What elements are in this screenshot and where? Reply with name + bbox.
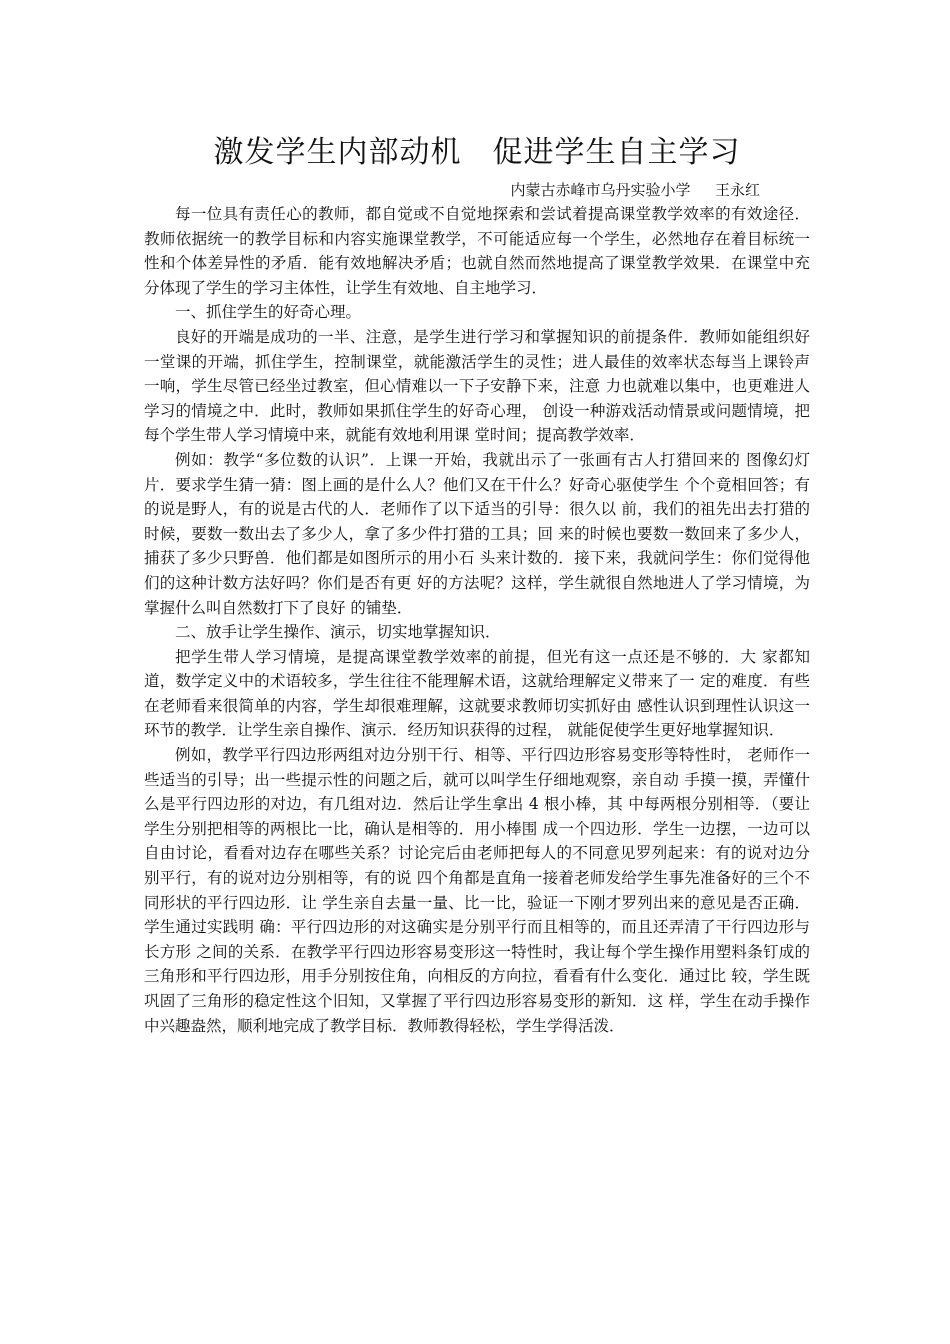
document-body — [144, 202, 810, 1038]
paragraph-section-2: 把学生带人学习情境，是提高课堂教学效率的前提，但光有这一点还是不够的．大 家都知道，数学定义中的术语较多，学生往往不能理解术语，这就给理解定义带来了一 定的难度．有些在老师看来很简单的内容，学生却很难理解，这就要求教师切实抓好由 感性认识到理性认识这一环节的教学．让学生亲自操作、演示．经历知识获得的过程， 就能促使学生更好地掌握知识． — [144, 647, 810, 740]
document-page — [144, 128, 810, 1038]
paragraph-example-2: 例如，教学平行四边形两组对边分别干行、相等、平行四边形容易变形等特性时， 老师作一些适当的引导；出一些提示性的问题之后，就可以叫学生仔细地观察，亲自动 手摸一摸，弄懂什么是平行四边形的对边，有几组对边．然后让学生拿出 4 根小棒，其 中每两根分别相等．（要让学生分别把相等的两根比一比，确认是相等的．用小棒围 成一个四边形．学生一边摆，一边可以自由讨论，看看对边存在哪些关系？讨论完后由老师把每人的不同意见罗列起来：有的说对边分别平行，有的说对边分别相等，有的说 四个角都是直角一接着老师发给学生事先准备好的三个不同形状的平行四边形．让 学生亲自去量一量、比一比，验证一下刚才罗列出来的意见是否正确．学生通过实践明 确：平行四边形的对这确实是分别平行而且相等的，而且还弄清了干行四边形与长方形 之间的关系．在教学平行四边形容易变形这一特性时，我让每个学生操作用塑料条钉成的三角形和平行四边形，用手分别按住角，向相反的方向拉，看看有什么变化．通过比 较，学生既巩固了三角形的稳定性这个旧知，又掌握了平行四边形容易变形的新知．这 样，学生在动手操作中兴趣盎然，顺利地完成了教学目标．教师教得轻松，学生学得活泼． — [144, 746, 810, 1035]
section-heading-1: 一、抓住学生的好奇心理。 — [175, 303, 362, 322]
paragraph-intro: 每一位具有责任心的教师，都自觉或不自觉地探索和尝试着提高课堂教学效率的有效途径．教师依据统一的教学目标和内容实施课堂教学，不可能适应每一个学生，必然地存在着目标统一性和个体差异性的矛盾．能有效地解决矛盾；也就自然而然地提高了课堂教学效果．在课堂中充分体现了学生的学习主体性，让学生有效地、自主地学习． — [144, 205, 810, 297]
section-heading-2: 二、放手让学生操作、演示，切实地掌握知识． — [175, 623, 501, 642]
paragraph-section-1: 良好的开端是成功的一半、注意，是学生进行学习和掌握知识的前提条件．教师如能组织好一堂课的开端，抓住学生，控制课堂，就能激活学生的灵性；进人最佳的效率状态每当上课铃声一响，学生尽管已经坐过教室，但心情难以一下子安静下来，注意 力也就难以集中，也更难进人学习的情境之中．此时，教师如果抓住学生的好奇心理， 创设一种游戏活动情景或问题情境，把每个学生带人学习情境中来，就能有效地利用课 堂时间；提高教学效率． — [144, 327, 810, 445]
document-author: 内蒙古赤峰市乌丹实验小学 王永红 — [510, 181, 760, 199]
paragraph-example-1: 例如：教学“多位数的认识”．上课一开始，我就出示了一张画有古人打猎回来的 图像幻灯片．要求学生猜一猜：图上画的是什么人？他们又在干什么？好奇心驱使学生 个个竟相回答；有的说是野人，有的说是古代的人．老师作了以下适当的引导：很久以 前，我们的祖先出去打猎的时候，要数一数出去了多少人，拿了多少件打猎的工具；回 来的时候也要数一数回来了多少人，捕获了多少只野兽．他们都是如图所示的用小石 头来计数的．接下来，我就问学生：你们觉得他们的这种计数方法好吗？你们是否有更 好的方法呢？这样，学生就很自然地进人了学习情境，为掌握什么叫自然数打下了良好 的铺垫． — [144, 450, 810, 617]
document-title: 激发学生内部动机 促进学生自主学习 — [213, 135, 741, 170]
